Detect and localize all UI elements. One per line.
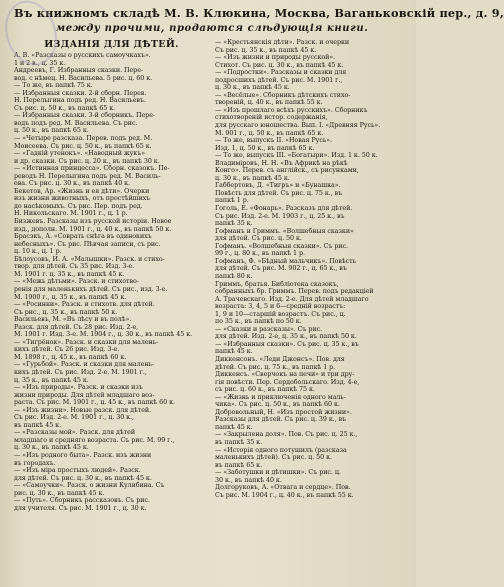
- catalog-line: Гофманъ и Гриммъ. «Волшебныя сказки»: [215, 227, 354, 235]
- catalog-line: Стихот. Съ рис. ц. 30 к., въ папкѣ 45 к.: [215, 61, 344, 69]
- catalog-line: Андреевъ, Г. Избранныя сказки. Пере-: [14, 67, 143, 75]
- catalog-line: — «Изъ жизни». Новые разск. для дѣтей.: [14, 406, 152, 414]
- text-columns: [14, 39, 410, 512]
- catalog-line: младшаго и средняго возраста. Съ рис. М. 99 г.,: [14, 436, 175, 444]
- catalog-line: въ папкѣ 65 к.: [215, 461, 263, 469]
- catalog-line: небесныхъ». Съ рис. Пѣвчая записи, съ рис.: [14, 240, 161, 248]
- catalog-line: 1 и 2 в., ц. 35 к.: [14, 59, 66, 67]
- catalog-line: — То же, выпускъ III. «Богатыри». Изд. 1 к. 50 к.: [215, 152, 378, 160]
- catalog-line: въ папкѣ 35 к.: [215, 438, 263, 446]
- catalog-line: папкѣ 45 к.: [215, 423, 253, 431]
- catalog-line: — То же, выпускъ II. «Новая Русь».: [215, 137, 333, 145]
- right-column-lines: [215, 39, 410, 499]
- catalog-line: гія повѣсти. Пер. Сердобольскаго. Изд. 4-е,: [215, 378, 360, 386]
- catalog-line: Съ рис. М. 1904 г., ц. 40 к., въ папкѣ 55 к.: [215, 491, 354, 499]
- catalog-line: М. 1900 г., ц. 35 к., въ папкѣ 45 к.: [14, 293, 127, 301]
- catalog-line: реводъ Н. Перелыгина подъ ред. М. Василь-: [14, 172, 161, 180]
- catalog-line: по 35 к., въ папкѣ по 50 к.: [215, 318, 302, 326]
- catalog-line: — «Самоучки». Разск. о жизни Кулибина. Съ: [14, 482, 165, 490]
- catalog-line: Съ рис. Изд. 2-е. М. 1901 г., ц. 30 к.,: [14, 414, 134, 422]
- catalog-line: — «Закрылена доля». Пов. Съ рис. ц. 25 к.,: [215, 431, 358, 439]
- catalog-line: — «Гадкій утенокъ». «Наводный жукъ»: [14, 150, 146, 158]
- catalog-line: жизни природы. Для дѣтей младшаго воз-: [14, 391, 155, 399]
- catalog-line: Диккенсонъ. «Леди Джонсъ». Пов. для: [215, 355, 345, 363]
- catalog-line: А. В. «Разсказы о русскихъ самоучкахъ».: [14, 52, 151, 59]
- catalog-line: — «Гурьбой». Разск. и сказки для малень-: [14, 361, 155, 369]
- right-column: [215, 39, 410, 512]
- catalog-line: Съ рис. ц. 35 к., въ папкѣ 45 к.: [215, 46, 317, 54]
- section-title: ИЗДАНІЯ ДЛЯ ДѢТЕЙ.: [44, 39, 179, 50]
- catalog-line: Гофманъ, Ф. «Бѣдный мальчикъ». Повѣсть: [215, 257, 356, 265]
- catalog-line: папкѣ 1 р.: [215, 197, 249, 205]
- catalog-line: въ городахъ.: [14, 459, 56, 467]
- catalog-line: — То же, въ папкѣ 75 к.: [14, 82, 93, 90]
- catalog-line: въ папкѣ 45 к.: [14, 421, 62, 429]
- catalog-line: Владиміровъ, Н. Н. «Въ Африкѣ на рѣкѣ: [215, 159, 348, 167]
- catalog-line: А. Трачевскаго. Изд. 2-е. Для дѣтей младшаго: [215, 295, 369, 303]
- catalog-line: — «Истинная принцесса». Сборн. сказокъ. Пе-: [14, 165, 170, 173]
- catalog-line: маленькихъ дѣтей). Съ рис. ц. 50 к.: [215, 454, 332, 462]
- catalog-line: раста. Съ рис. М. 1901 г., ц. 45 к., въ папкѣ 60 к.: [14, 399, 175, 407]
- catalog-line: — «Крестьянскія дѣти». Разск. и очерки: [215, 39, 350, 46]
- catalog-line: твореній, ц. 40 к., въ папкѣ 55 к.: [215, 99, 323, 107]
- catalog-line: Н. Никольскаго. М. 1901 г., ц. 1 р.: [14, 210, 128, 218]
- catalog-line: Изд. 1, ц. 50 к., въ папкѣ 65 к.: [215, 144, 315, 152]
- catalog-line: Диккенсъ. «Сверчокъ на печи» и три дру-: [215, 371, 355, 379]
- page-header-subtitle: между прочими, продаются слѣдующія книги.: [55, 23, 369, 34]
- catalog-line: рис. ц. 30 к., въ папкѣ 45 к.: [14, 489, 105, 497]
- catalog-line: Бизжевъ. Разсказы изъ русской исторіи. Новое: [14, 218, 172, 226]
- catalog-line: Брасэкъ, А. «Соврать снѣга въ одинокихъ: [14, 233, 152, 241]
- catalog-line: — «Изъ родного быта». Разск. изъ жизни: [14, 451, 152, 459]
- catalog-line: 30 к., въ папкѣ 40 к.: [215, 476, 282, 484]
- catalog-line: Н. Перелыгина подъ ред. Н. Васильевъ.: [14, 97, 146, 105]
- catalog-line: Добровольный, Н. «Изъ простой жизни».: [215, 408, 352, 416]
- catalog-line: — «Межь дѣтьми». Разск. и стихотво-: [14, 278, 139, 286]
- catalog-line: кихъ дѣтей. Съ 26 рис. Изд. 3-е.: [14, 346, 120, 354]
- catalog-line: подросшихъ дѣтей. Съ рис. М. 1901 г.,: [215, 76, 343, 84]
- catalog-line: ева. Съ рис. ц. 30 к., въ папкѣ 40 к.: [14, 180, 131, 188]
- catalog-line: М. 1901 г. ц. 35 к., въ папкѣ 45 к.: [14, 270, 125, 278]
- catalog-line: ц. 30 к., въ папкѣ 45 к.: [215, 174, 290, 182]
- catalog-line: — «Тигрёнок». Разск. и сказки для малень-: [14, 338, 159, 346]
- catalog-line: 1, 9 и 10—старшій возрастъ. Съ рис., ц.: [215, 310, 346, 318]
- catalog-line: ц. 10 к., ц. 1 р.: [14, 248, 62, 256]
- catalog-line: — Избранныя сказки. 2-й сборн. Перев.: [14, 89, 147, 97]
- catalog-line: Съ рис., ц. 35 к., въ папкѣ 50 к.: [14, 308, 118, 316]
- catalog-line: Моисеева. Съ рис. ц. 50 к., въ папкѣ 65 к.: [14, 142, 152, 150]
- catalog-line: — «Подростки». Разсказы и сказки для: [215, 69, 347, 77]
- catalog-line: М. 1898 г., ц. 45 к., въ папкѣ 60 к.: [14, 353, 127, 361]
- catalog-line: Габбертовъ, Д. «Тигръ» и «Бунашка».: [215, 182, 341, 190]
- catalog-line: — «Сказки и разсказы». Съ рис.: [215, 325, 323, 333]
- catalog-line: Бекетов, Ар. «Жизнь и ея дѣти». Очерки: [14, 187, 150, 195]
- catalog-line: Разсказы для дѣтей. Съ рис. ц. 39 к., въ: [215, 416, 347, 424]
- catalog-line: чика». Съ рис. ц. 50 к., въ папкѣ 60 к.: [215, 401, 340, 409]
- catalog-line: для дѣтей. Съ рис. ц. 30 к., въ папкѣ 45 к.: [14, 474, 152, 482]
- catalog-line: ц. 30 к., въ папкѣ 45 к.: [14, 444, 89, 452]
- catalog-line: ц. 35 к., въ папкѣ 45 к.: [14, 376, 89, 384]
- left-column-lines: [14, 52, 209, 512]
- catalog-line: Разск. для дѣтей. Съ 28 рис. Изд. 2-е,: [14, 323, 139, 331]
- catalog-line: изд., дополн. М. 1901 г., ц. 40 к., въ папкѣ 50 к.: [14, 225, 172, 233]
- catalog-line: Гофманъ. «Волшебныя сказки». Съ рис.: [215, 242, 348, 250]
- catalog-line: для дѣтей. Съ рис. ц. 50 к.: [215, 235, 302, 243]
- catalog-line: — «Избранныя сказки». Съ рис. ц. 35 к., въ: [215, 340, 359, 348]
- catalog-line: ренія для маленькихъ дѣтей. Съ рис., изд. 3-е.: [14, 285, 168, 293]
- catalog-line: до насѣкомыхъ. Съ рис. Пер. подъ ред.: [14, 202, 143, 210]
- catalog-line: Бѣлоусовъ, И. А. «Малышки». Разск. и стихо-: [14, 255, 165, 263]
- catalog-line: — Избранныя сказки. 3-й сборникъ. Пере-: [14, 112, 155, 120]
- catalog-line: ц. 30 к., въ папкѣ 45 к.: [215, 84, 290, 92]
- catalog-line: 99 г., ц. 80 к., въ папкѣ 1 р.: [215, 250, 305, 258]
- catalog-line: — «Изъ прошлаго всѣхъ русскихъ». Сборникъ: [215, 106, 368, 114]
- catalog-line: для русскаго юношества. Вып. I. «Древняя Русь».: [215, 122, 381, 130]
- catalog-line: — «Изъ жизни и природы русской».: [215, 54, 336, 62]
- catalog-line: М. 901 г., ц. 50 к., въ папкѣ 65 к.: [215, 129, 324, 137]
- catalog-line: изъ жизни животныхъ, отъ простѣйшихъ: [14, 195, 151, 203]
- catalog-line: твор. для дѣтей. Съ 35 рис. Изд. 3-е.: [14, 263, 135, 271]
- catalog-line: Съ рис. Изд. 2-е. М. 1903 г., ц. 25 к., въ: [215, 212, 345, 220]
- catalog-line: — «Заботушки и дѣтишки». Съ рис. ц.: [215, 469, 341, 477]
- catalog-line: ц. 50 к., въ папкѣ 65 к.: [14, 127, 89, 135]
- catalog-line: Васильевъ, М. «Въ лѣсу и въ полѣ».: [14, 316, 132, 324]
- left-column: [14, 39, 209, 512]
- catalog-line: папкѣ 45 к.: [215, 348, 253, 356]
- catalog-line: М. 1901 г. Изд. 3-е. М. 1904 г., ц. 30 к., въ папкѣ 45 к.: [14, 331, 193, 339]
- page-header-title: Въ книжномъ складѣ М. В. Клюкина, Москва, Ваганьковскій пер., д. 9,: [14, 6, 504, 20]
- catalog-line: водъ подъ ред. М. Васильева. Съ рис.: [14, 119, 138, 127]
- catalog-line: для учителя. Съ рис. М. 1901 г., ц. 30 к.: [14, 504, 147, 512]
- catalog-line: собранныхъ бр. Гриммъ. Перев. подъ редакціей: [215, 288, 374, 296]
- catalog-line: — «Разсказы мой». Разск. для дѣтей: [14, 429, 136, 437]
- catalog-line: Конго». Перев. съ англійск., съ рисунками,: [215, 167, 359, 175]
- catalog-line: — «Изъ природы». Разск. и сказки изъ: [14, 384, 143, 392]
- catalog-line: Долгоруковъ, А. «Отвага и сердце». Пов.: [215, 484, 351, 492]
- catalog-line: Гоголь, Е. «Фонарь». Разсказъ для дѣтей.: [215, 205, 353, 213]
- catalog-line: папкѣ 35 к.: [215, 220, 253, 228]
- catalog-line: Повѣсть для дѣтей. Съ рис. ц. 75 к., въ: [215, 189, 343, 197]
- catalog-line: и др. сказки. Съ рис. ц. 20 к., въ папкѣ 30 к.: [14, 157, 160, 165]
- catalog-line: — «Путь». Сборникъ рассказовъ. Съ рис.: [14, 497, 150, 505]
- catalog-line: Гриммъ, братья. Библіотека сказокъ,: [215, 280, 339, 288]
- catalog-line: дѣтей. Съ рис. ц. 75 к., въ папкѣ 1 р.: [215, 363, 336, 371]
- catalog-line: — «Росинки». Разск. и стихотв. для дѣтей.: [14, 301, 155, 309]
- catalog-line: папкѣ 80 к.: [215, 272, 253, 280]
- catalog-line: — «Весёлые». Сборникъ дѣтскихъ стихо-: [215, 91, 351, 99]
- catalog-line: кихъ дѣтей. Съ рис. Изд. 2-е. М. 1901 г.,: [14, 368, 147, 376]
- catalog-line: — «Изъ міра простыхъ людей». Разск.: [14, 467, 141, 475]
- catalog-line: для дѣтей. Изд. 2-е, ц. 35 к., въ папкѣ 50 к.: [215, 333, 357, 341]
- catalog-line: съ рис. ц. 60 к., въ папкѣ 75 к.: [215, 386, 315, 394]
- catalog-line: стихотвореній истор. содержанія,: [215, 114, 328, 122]
- catalog-line: — «Исторія одного потушилъ (разсказа: [215, 446, 347, 454]
- catalog-line: для дѣтей. Съ рис. М. 902 г., ц. 65 к., въ: [215, 265, 347, 273]
- catalog-line: Съ рис. ц. 50 к., въ папкѣ 65 к.: [14, 104, 116, 112]
- catalog-line: возраста: 3, 4, 5 и 6—средній возрастъ:: [215, 303, 346, 311]
- catalog-line: — «Четыре разсказа. Перев. подъ ред. М.: [14, 135, 153, 143]
- catalog-line: вод. с нѣмец. Н. Васильева. 5 рис. ц. 60 к.: [14, 74, 153, 82]
- catalog-line: — «Жизнь и приключенія одного маль-: [215, 393, 346, 401]
